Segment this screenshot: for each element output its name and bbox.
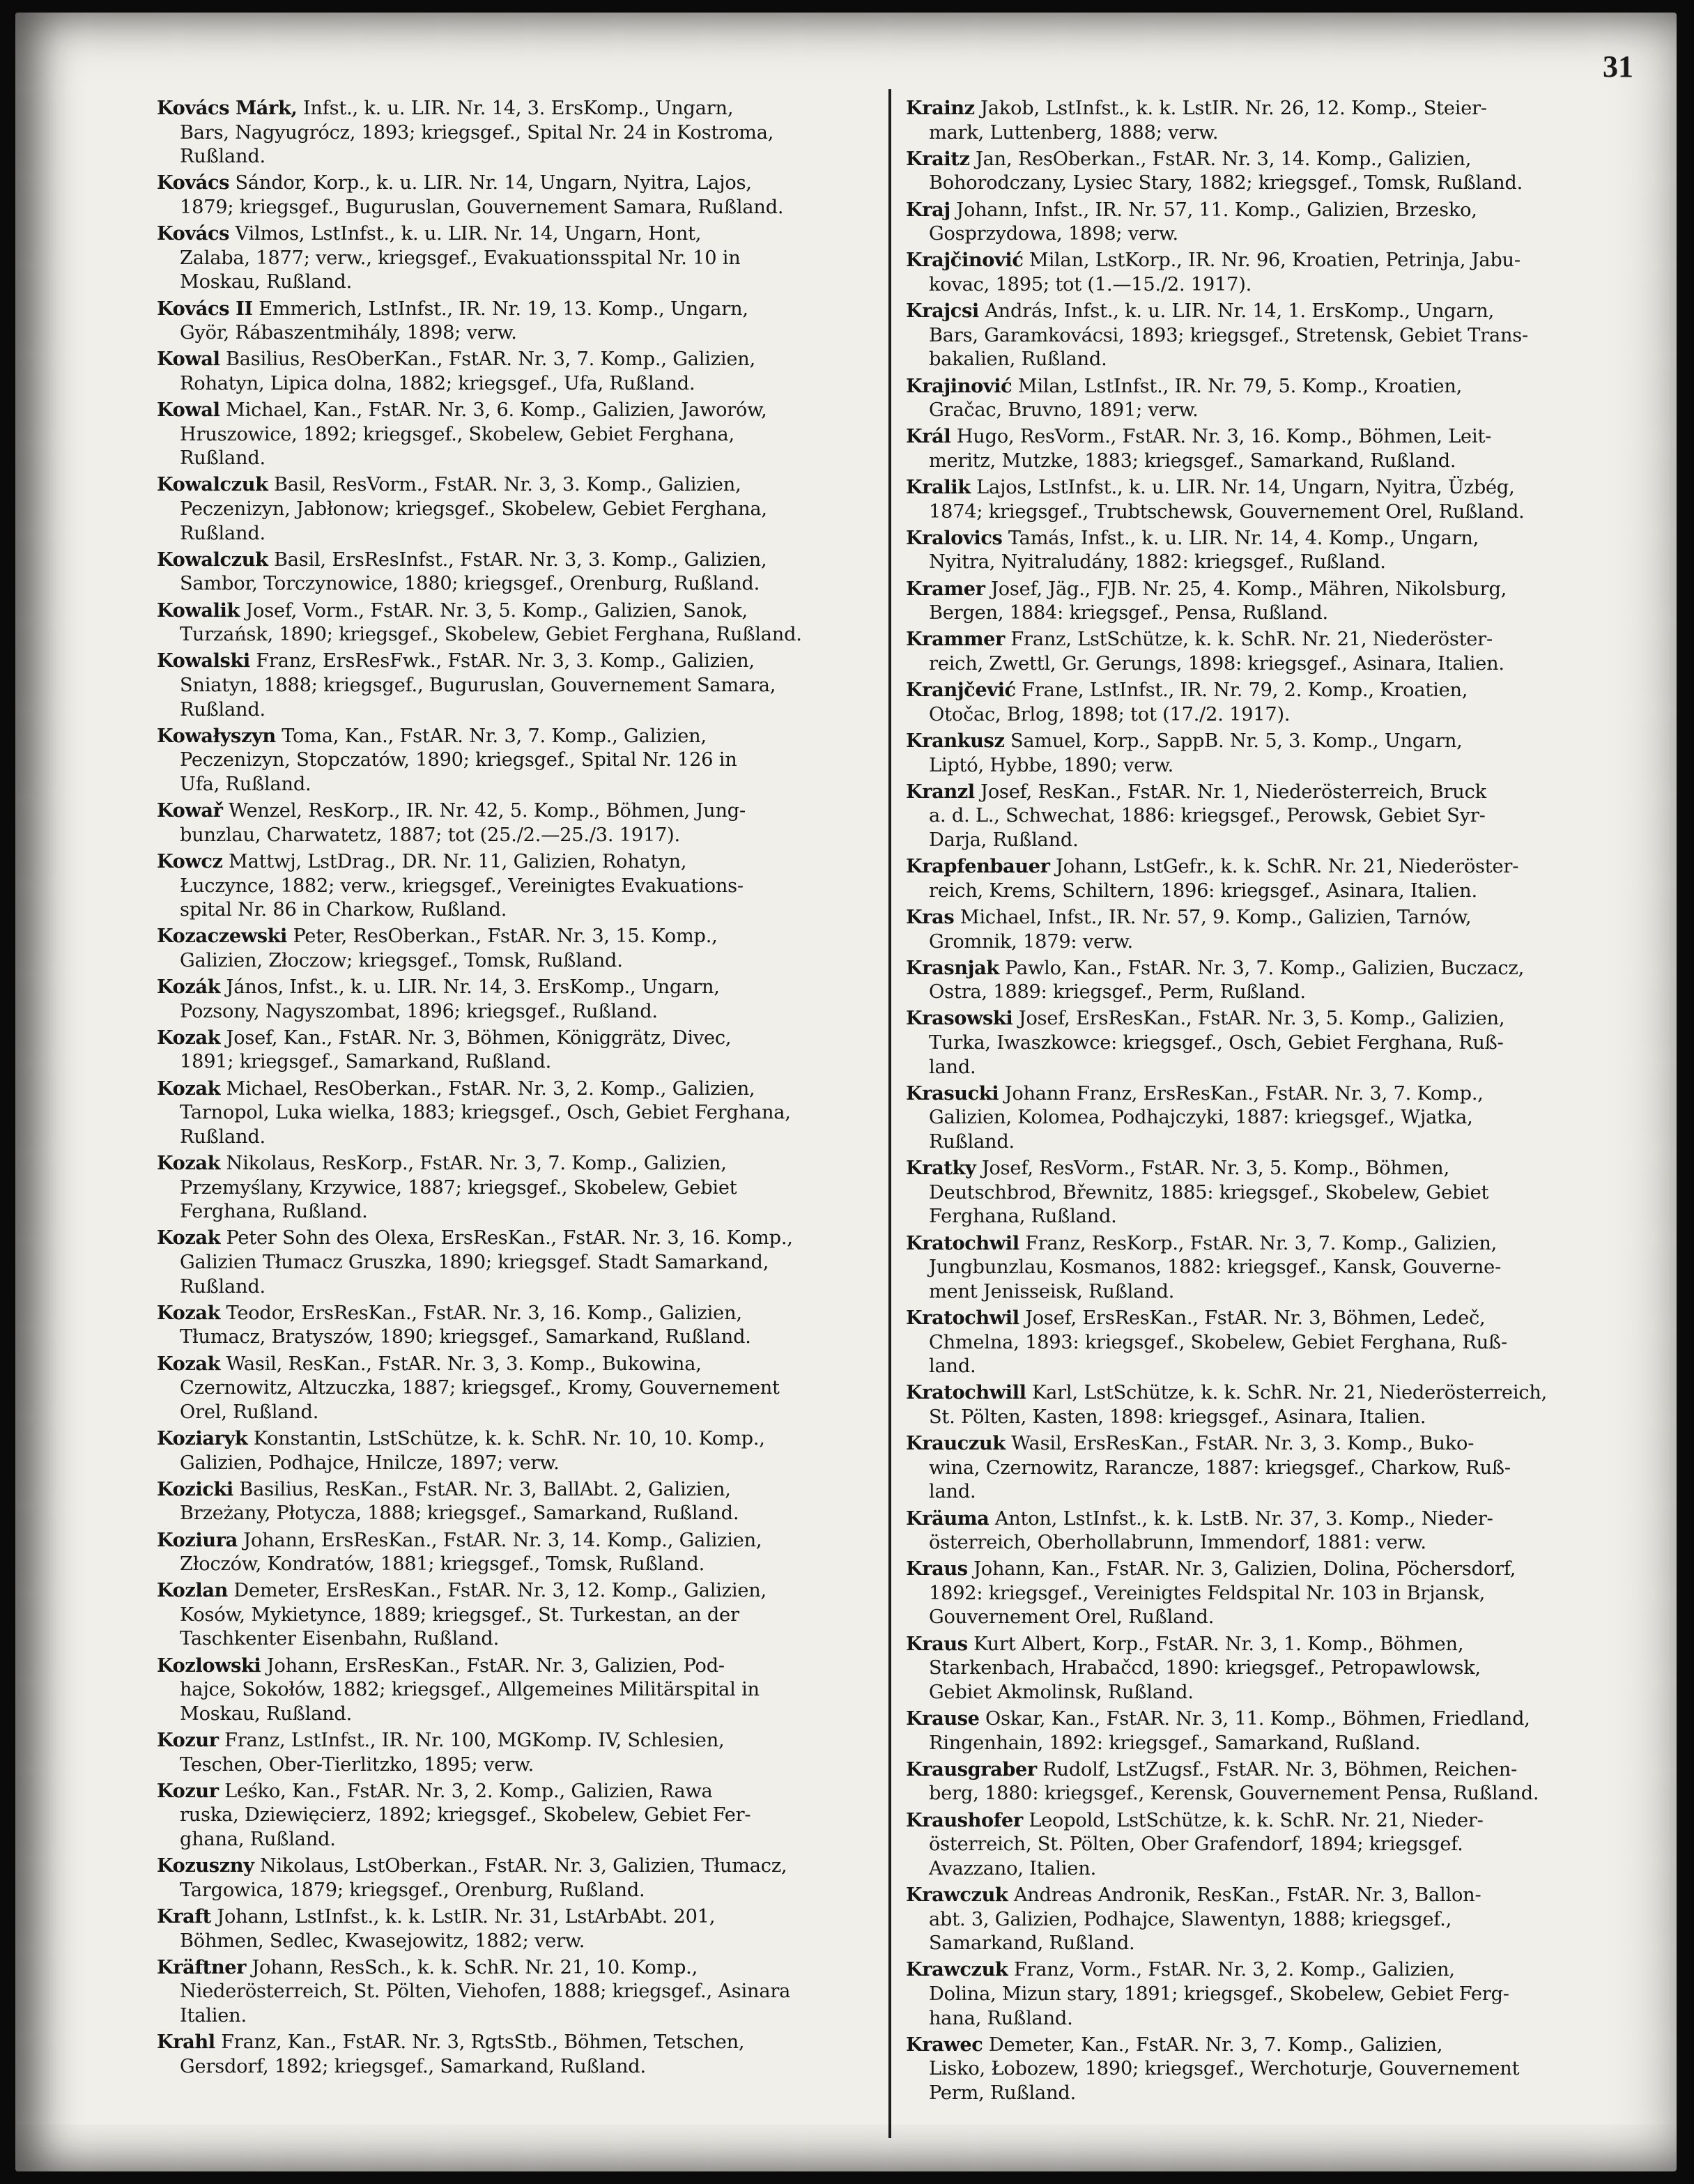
entry-surname: Kratochwil <box>906 1306 1019 1329</box>
entry-surname: Kowař <box>157 799 223 822</box>
register-entry <box>157 1728 857 1777</box>
entry-surname: Kowalczuk <box>157 473 268 496</box>
register-entry <box>157 799 857 847</box>
entry-details: Basilius, ResKan., FstAR. Nr. 3, BallAbt. 2, Galizien, Brzeżany, Płotycza, 1888; kriegsgef., Samarkand, Rußland. <box>180 1478 739 1525</box>
register-entry <box>906 1431 1606 1505</box>
entry-surname: Krasucki <box>906 1082 999 1105</box>
register-entry <box>906 678 1606 727</box>
entry-details: Wasil, ResKan., FstAR. Nr. 3, 3. Komp., Bukowina, Czernowitz, Altzuczka, 1887; kriegsgef., Kromy, Gouvernement Orel, Rußland. <box>180 1353 780 1423</box>
entry-surname: Kraft <box>157 1905 211 1928</box>
entry-surname: Kraus <box>906 1632 968 1655</box>
register-entry <box>906 854 1606 903</box>
register-entry <box>906 729 1606 778</box>
entry-surname: Krahl <box>157 2031 215 2054</box>
entry-surname: Kratochwill <box>906 1381 1026 1404</box>
register-entry <box>157 297 857 346</box>
entry-details: Peter Sohn des Olexa, ErsResKan., FstAR. Nr. 3, 16. Komp., Galizien Tłumacz Gruszka, 1890; kriegsgef. Stadt Samarkand, Rußland. <box>180 1227 793 1298</box>
register-entry <box>906 299 1606 372</box>
entry-surname: Kozaczewski <box>157 925 287 948</box>
entry-surname: Krasnjak <box>906 956 999 979</box>
register-entry <box>906 577 1606 626</box>
entry-surname: Kozlan <box>157 1579 228 1602</box>
entry-surname: Krawczuk <box>906 1883 1008 1906</box>
page-number: 31 <box>1603 49 1633 84</box>
register-entry <box>906 1883 1606 1956</box>
register-entry <box>906 905 1606 954</box>
entry-details: Nikolaus, ResKorp., FstAR. Nr. 3, 7. Komp., Galizien, Przemyślany, Krzywice, 1887; kriegsgef., Skobelew, Gebiet Ferghana, Rußland. <box>180 1153 737 1223</box>
entry-surname: Kovács II <box>157 297 253 320</box>
entry-surname: Kozuszny <box>157 1854 254 1877</box>
register-entry <box>906 956 1606 1005</box>
entry-surname: Kozak <box>157 1352 221 1375</box>
entry-details: Milan, LstKorp., IR. Nr. 96, Kroatien, Petrinja, Jabu- kovac, 1895; tot (1.—15./2. 1917). <box>929 249 1520 295</box>
entry-surname: Kräftner <box>157 1955 247 1978</box>
register-entry <box>157 96 857 169</box>
entry-details: Lajos, LstInfst., k. u. LIR. Nr. 14, Ungarn, Nyitra, Üzbég, 1874; kriegsgef., Trubtschewsk, Gouvernement Orel, Rußland. <box>929 477 1525 523</box>
entry-details: Johann, LstInfst., k. k. LstIR. Nr. 31, LstArbAbt. 201, Böhmen, Sedlec, Kwasejowitz, 1882; verw. <box>180 1905 716 1952</box>
entry-details: Johann, ErsResKan., FstAR. Nr. 3, 14. Komp., Galizien, Złoczów, Kondratów, 1881; kriegsgef., Tomsk, Rußland. <box>180 1529 762 1576</box>
register-entry <box>157 724 857 797</box>
register-entry <box>157 472 857 546</box>
register-entry <box>906 475 1606 524</box>
entry-details: János, Infst., k. u. LIR. Nr. 14, 3. ErsKomp., Ungarn, Pozsony, Nagyszombat, 1896; kriegsgef., Rußland. <box>180 976 720 1022</box>
register-entry <box>906 1632 1606 1705</box>
register-entry <box>906 1082 1606 1155</box>
entry-details: Michael, Infst., IR. Nr. 57, 9. Komp., Galizien, Tarnów, Gromnik, 1879: verw. <box>929 906 1472 953</box>
entry-details: Emmerich, LstInfst., IR. Nr. 19, 13. Komp., Ungarn, Györ, Rábaszentmihály, 1898; verw. <box>180 298 748 344</box>
register-entry <box>157 599 857 647</box>
register-entry <box>906 1306 1606 1379</box>
entry-surname: Kozák <box>157 976 221 999</box>
register-entry <box>906 1006 1606 1079</box>
entry-details: Demeter, ErsResKan., FstAR. Nr. 3, 12. Komp., Galizien, Kosów, Mykietynce, 1889; kriegsgef., St. Turkestan, an der Taschkenter Eisenbahn, Rußland. <box>180 1580 767 1650</box>
entry-details: Sándor, Korp., k. u. LIR. Nr. 14, Ungarn, Nyitra, Lajos, 1879; kriegsgef., Buguruslan, Gouvernement Samara, Rußland. <box>180 172 784 218</box>
register-entry <box>906 374 1606 423</box>
entry-details: Infst., k. u. LIR. Nr. 14, 3. ErsKomp., Ungarn, Bars, Nagyugrócz, 1893; kriegsgef., Spital Nr. 24 in Kostroma, Rußland. <box>180 98 774 168</box>
entry-surname: Koziaryk <box>157 1426 248 1449</box>
entry-details: Nikolaus, LstOberkan., FstAR. Nr. 3, Galizien, Tłumacz, Targowica, 1879; kriegsgef., Orenburg, Rußland. <box>180 1855 787 1901</box>
entry-surname: Krajcsi <box>906 300 979 323</box>
entry-details: Johann, ResSch., k. k. SchR. Nr. 21, 10. Komp., Niederösterreich, St. Pölten, Viehofen, 1888; kriegsgef., Asinara Italien. <box>180 1956 791 2027</box>
entry-details: Franz, LstInfst., IR. Nr. 100, MGKomp. IV, Schlesien, Teschen, Ober-Tierlitzko, 1895; verw. <box>180 1730 725 1776</box>
entry-details: Oskar, Kan., FstAR. Nr. 3, 11. Komp., Böhmen, Friedland, Ringenhain, 1892: kriegsgef., Samarkand, Rußland. <box>929 1708 1530 1754</box>
entry-surname: Kovács <box>157 222 230 245</box>
entry-details: Franz, Vorm., FstAR. Nr. 3, 2. Komp., Galizien, Dolina, Mizun stary, 1891; kriegsgef., Skobelew, Gebiet Ferg- hana, Rußland. <box>929 1959 1509 2029</box>
entry-details: Josef, ResVorm., FstAR. Nr. 3, 5. Komp., Böhmen, Deutschbrod, Břewnitz, 1885: kriegsgef., Skobelew, Gebiet Ferghana, Rußland. <box>929 1158 1489 1228</box>
register-entry <box>157 398 857 471</box>
entry-surname: Kozak <box>157 1026 221 1049</box>
register-entry <box>157 1226 857 1299</box>
register-entry <box>157 1955 857 2029</box>
entry-details: Franz, Kan., FstAR. Nr. 3, RgtsStb., Böhmen, Tetschen, Gersdorf, 1892; kriegsgef., Samarkand, Rußland. <box>180 2031 745 2077</box>
entry-details: Hugo, ResVorm., FstAR. Nr. 3, 16. Komp., Böhmen, Leit- meritz, Mutzke, 1883; kriegsgef., Samarkand, Rußland. <box>929 426 1492 472</box>
register-entry <box>157 1779 857 1852</box>
entry-details: Johann Franz, ErsResKan., FstAR. Nr. 3, 7. Komp., Galizien, Kolomea, Podhajczyki, 1887: kriegsgef., Wjatka, Rußland. <box>929 1082 1484 1153</box>
register-entry <box>157 1026 857 1075</box>
entry-details: Pawlo, Kan., FstAR. Nr. 3, 7. Komp., Galizien, Buczacz, Ostra, 1889: kriegsgef., Perm, Rußland. <box>929 957 1525 1003</box>
entry-details: Wenzel, ResKorp., IR. Nr. 42, 5. Komp., Böhmen, Jung- bunzlau, Charwatetz, 1887; tot (25./2.—25./3. 1917). <box>180 800 746 846</box>
entry-surname: Krauczuk <box>906 1432 1006 1455</box>
entry-details: Franz, ResKorp., FstAR. Nr. 3, 7. Komp., Galizien, Jungbunzlau, Kosmanos, 1882: kriegsgef., Kansk, Gouverne- ment Jenisseisk, Rußland. <box>929 1232 1502 1302</box>
register-entry <box>906 198 1606 247</box>
entry-details: Johann, Kan., FstAR. Nr. 3, Galizien, Dolina, Pöchersdorf, 1892: kriegsgef., Vereinigtes Feldspital Nr. 103 in Brjansk, Gouvernement Orel, Rußland. <box>929 1558 1516 1629</box>
entry-details: Basil, ResVorm., FstAR. Nr. 3, 3. Komp., Galizien, Peczenizyn, Jabłonow; kriegsgef., Skobelew, Gebiet Ferghana, Rußland. <box>180 474 767 544</box>
entry-surname: Kraj <box>906 198 950 221</box>
entry-details: Konstantin, LstSchütze, k. k. SchR. Nr. 10, 10. Komp., Galizien, Podhajce, Hnilcze, 1897; verw. <box>180 1427 765 1474</box>
register-entry <box>157 347 857 396</box>
entry-surname: Kozak <box>157 1152 221 1175</box>
entry-details: Wasil, ErsResKan., FstAR. Nr. 3, 3. Komp., Buko- wina, Czernowitz, Rarancze, 1887: kriegsgef., Charkow, Ruß- land. <box>929 1433 1511 1503</box>
entry-surname: Kozak <box>157 1077 221 1100</box>
register-entry <box>157 1077 857 1150</box>
entry-details: Milan, LstInfst., IR. Nr. 79, 5. Komp., Kroatien, Gračac, Bruvno, 1891; verw. <box>929 375 1463 422</box>
entry-surname: Kovács <box>157 171 230 194</box>
register-entry <box>906 1507 1606 1555</box>
right-column <box>906 96 1606 2107</box>
register-entry <box>906 627 1606 676</box>
entry-surname: Kramer <box>906 577 985 600</box>
register-entry <box>906 1958 1606 2031</box>
entry-surname: Kraushofer <box>906 1808 1023 1831</box>
entry-surname: Kralovics <box>906 526 1003 549</box>
register-entry <box>157 1151 857 1224</box>
entry-details: Josef, Vorm., FstAR. Nr. 3, 5. Komp., Galizien, Sanok, Turzańsk, 1890; kriegsgef., Skobelew, Gebiet Ferghana, Rußland. <box>180 599 802 646</box>
entry-details: Johann, Infst., IR. Nr. 57, 11. Komp., Galizien, Brzesko, Gosprzydowa, 1898; verw. <box>929 199 1477 245</box>
entry-details: Jan, ResOberkan., FstAR. Nr. 3, 14. Komp., Galizien, Bohorodczany, Lysiec Stary, 1882; kriegsgef., Tomsk, Rußland. <box>929 148 1523 194</box>
entry-surname: Krajinović <box>906 374 1012 397</box>
entry-surname: Krause <box>906 1707 980 1730</box>
entry-surname: Kräuma <box>906 1507 990 1530</box>
entry-details: Mattwj, LstDrag., DR. Nr. 11, Galizien, Rohatyn, Łuczynce, 1882; verw., kriegsgef., Vereinigtes Evakuations- spital Nr. 86 in Charkow, Rußland. <box>180 850 744 921</box>
entry-surname: Kowałyszyn <box>157 724 276 747</box>
register-entry <box>906 1156 1606 1229</box>
register-entry <box>157 849 857 923</box>
entry-details: Karl, LstSchütze, k. k. SchR. Nr. 21, Niederösterreich, St. Pölten, Kasten, 1898: kriegsgef., Asinara, Italien. <box>929 1382 1548 1428</box>
entry-details: Basilius, ResOberKan., FstAR. Nr. 3, 7. Komp., Galizien, Rohatyn, Lipica dolna, 1882; kriegsgef., Ufa, Rußland. <box>180 348 755 394</box>
entry-details: Basil, ErsResInfst., FstAR. Nr. 3, 3. Komp., Galizien, Sambor, Torczynowice, 1880; kriegsgef., Orenburg, Rußland. <box>180 548 767 595</box>
entry-surname: Krapfenbauer <box>906 855 1050 878</box>
entry-surname: Krammer <box>906 628 1005 651</box>
entry-details: Franz, ErsResFwk., FstAR. Nr. 3, 3. Komp., Galizien, Sniatyn, 1888; kriegsgef., Buguruslan, Gouvernement Samara, Rußland. <box>180 650 776 721</box>
entry-details: Josef, Jäg., FJB. Nr. 25, 4. Komp., Mähren, Nikolsburg, Bergen, 1884: kriegsgef., Pensa, Rußland. <box>929 578 1507 624</box>
entry-surname: Kowal <box>157 348 220 371</box>
entry-surname: Krawczuk <box>906 1958 1008 1981</box>
register-entry <box>157 2030 857 2079</box>
entry-surname: Krajčinović <box>906 249 1024 272</box>
entry-surname: Kozicki <box>157 1477 233 1500</box>
entry-surname: Kowcz <box>157 849 223 872</box>
register-entry <box>906 2033 1606 2106</box>
entry-surname: Kozak <box>157 1226 221 1249</box>
entry-details: Josef, ErsResKan., FstAR. Nr. 3, 5. Komp., Galizien, Turka, Iwaszkowce: kriegsgef., Osch, Gebiet Ferghana, Ruß- land. <box>929 1008 1505 1078</box>
register-entry <box>157 548 857 597</box>
entry-details: Teodor, ErsResKan., FstAR. Nr. 3, 16. Komp., Galizien, Tłumacz, Bratyszów, 1890; kriegsgef., Samarkand, Rußland. <box>180 1302 751 1348</box>
entry-details: Tamás, Infst., k. u. LIR. Nr. 14, 4. Komp., Ungarn, Nyitra, Nyitraludány, 1882: kriegsgef., Rußland. <box>929 527 1479 574</box>
register-entry <box>906 1707 1606 1755</box>
entry-surname: Kralik <box>906 476 971 499</box>
entry-details: Demeter, Kan., FstAR. Nr. 3, 7. Komp., Galizien, Lisko, Łobozew, 1890; kriegsgef., Werchoturje, Gouvernement Perm, Rußland. <box>929 2033 1520 2104</box>
entry-surname: Kowal <box>157 399 220 422</box>
entry-details: Rudolf, LstZugsf., FstAR. Nr. 3, Böhmen, Reichen- berg, 1880: kriegsgef., Kerensk, Gouvernement Pensa, Rußland. <box>929 1758 1539 1805</box>
register-entry <box>906 526 1606 575</box>
register-entry <box>906 780 1606 853</box>
register-entry <box>906 96 1606 145</box>
entry-surname: Kozak <box>157 1301 221 1324</box>
entry-surname: Kras <box>906 905 955 928</box>
entry-surname: Kowalczuk <box>157 548 268 571</box>
entry-details: Samuel, Korp., SappB. Nr. 5, 3. Komp., Ungarn, Liptó, Hybbe, 1890; verw. <box>929 730 1463 776</box>
entry-details: Josef, ErsResKan., FstAR. Nr. 3, Böhmen, Ledeč, Chmelna, 1893: kriegsgef., Skobelew, Gebiet Ferghana, Ruß- land. <box>929 1307 1507 1378</box>
register-entry <box>157 975 857 1024</box>
register-entry <box>157 1352 857 1425</box>
entry-surname: Kovács Márk, <box>157 97 298 119</box>
entry-details: Michael, Kan., FstAR. Nr. 3, 6. Komp., Galizien, Jaworów, Hruszowice, 1892; kriegsgef., Skobelew, Gebiet Ferghana, Rußland. <box>180 399 767 470</box>
register-entry <box>906 147 1606 196</box>
entry-details: Leśko, Kan., FstAR. Nr. 3, 2. Komp., Galizien, Rawa ruska, Dziewięcierz, 1892; kriegsgef., Skobelew, Gebiet Fer- ghana, Rußland. <box>180 1780 751 1850</box>
entry-surname: Kranjčević <box>906 679 1016 702</box>
entry-surname: Kozur <box>157 1779 219 1802</box>
register-entry <box>906 1557 1606 1630</box>
left-column <box>157 96 857 2081</box>
entry-details: Josef, Kan., FstAR. Nr. 3, Böhmen, Königgrätz, Divec, 1891; kriegsgef., Samarkand, Rußland. <box>180 1026 732 1073</box>
entry-surname: Kraus <box>906 1558 968 1581</box>
entry-details: Johann, ErsResKan., FstAR. Nr. 3, Galizien, Pod- hajce, Sokołów, 1882; kriegsgef., Allgemeines Militärspital in Moskau, Rußland. <box>180 1654 760 1725</box>
register-entry <box>157 222 857 295</box>
register-entry <box>906 1758 1606 1806</box>
register-entry <box>906 248 1606 297</box>
entry-details: Michael, ResOberkan., FstAR. Nr. 3, 2. Komp., Galizien, Tarnopol, Luka wielka, 1883; kriegsgef., Osch, Gebiet Ferghana, Rußland. <box>180 1077 791 1148</box>
entry-surname: Kraitz <box>906 147 970 170</box>
register-entry <box>157 1301 857 1350</box>
register-entry <box>157 649 857 722</box>
entry-surname: Kratky <box>906 1157 976 1180</box>
entry-details: Andreas Andronik, ResKan., FstAR. Nr. 3, Ballon- abt. 3, Galizien, Podhajce, Slawentyn, 1888; kriegsgef., Samarkand, Rußland. <box>929 1884 1481 1955</box>
entry-details: Anton, LstInfst., k. k. LstB. Nr. 37, 3. Komp., Nieder- österreich, Oberhollabrunn, Immendorf, 1881: verw. <box>929 1507 1493 1554</box>
register-entry <box>157 1578 857 1652</box>
entry-details: Kurt Albert, Korp., FstAR. Nr. 3, 1. Komp., Böhmen, Starkenbach, Hrabačcd, 1890: kriegsgef., Petropawlowsk, Gebiet Akmolinsk, Rußland. <box>929 1633 1481 1703</box>
entry-surname: Kowalski <box>157 649 250 672</box>
entry-details: Vilmos, LstInfst., k. u. LIR. Nr. 14, Ungarn, Hont, Zalaba, 1877; verw., kriegsgef., Evakuationsspital Nr. 10 in Moskau, Rußland. <box>180 223 741 293</box>
register-entry <box>157 1854 857 1902</box>
entry-surname: Krainz <box>906 97 975 119</box>
entry-details: András, Infst., k. u. LIR. Nr. 14, 1. ErsKomp., Ungarn, Bars, Garamkovácsi, 1893; kriegsgef., Stretensk, Gebiet Trans- bakalien, Rußland. <box>929 300 1529 371</box>
register-entry <box>157 1426 857 1475</box>
register-entry <box>157 171 857 220</box>
register-entry <box>157 1905 857 1953</box>
entry-surname: Krausgraber <box>906 1758 1037 1781</box>
entry-details: Johann, LstGefr., k. k. SchR. Nr. 21, Niederöster- reich, Krems, Schiltern, 1896: kriegsgef., Asinara, Italien. <box>929 856 1519 902</box>
register-entry <box>906 424 1606 473</box>
entry-details: Josef, ResKan., FstAR. Nr. 1, Niederösterreich, Bruck a. d. L., Schwechat, 1886: kriegsgef., Perowsk, Gebiet Syr- Darja, Rußland. <box>929 780 1486 851</box>
register-entry <box>157 1654 857 1727</box>
register-entry <box>906 1231 1606 1305</box>
entry-details: Leopold, LstSchütze, k. k. SchR. Nr. 21, Nieder- österreich, St. Pölten, Ober Grafendorf, 1894; kriegsgef. Avazzano, Italien. <box>929 1809 1484 1879</box>
entry-details: Peter, ResOberkan., FstAR. Nr. 3, 15. Komp., Galizien, Złoczow; kriegsgef., Tomsk, Rußland. <box>180 925 718 971</box>
entry-surname: Kranzl <box>906 780 975 803</box>
entry-surname: Kozlowski <box>157 1654 261 1677</box>
register-entry <box>906 1381 1606 1429</box>
entry-surname: Král <box>906 425 951 448</box>
register-entry <box>906 1808 1606 1882</box>
entry-surname: Koziura <box>157 1528 238 1551</box>
entry-details: Jakob, LstInfst., k. k. LstIR. Nr. 26, 12. Komp., Steier- mark, Luttenberg, 1888; verw. <box>929 98 1487 144</box>
entry-details: Toma, Kan., FstAR. Nr. 3, 7. Komp., Galizien, Peczenizyn, Stopczatów, 1890; kriegsgef., Spital Nr. 126 in Ufa, Rußland. <box>180 725 737 795</box>
entry-details: Frane, LstInfst., IR. Nr. 79, 2. Komp., Kroatien, Otočac, Brlog, 1898; tot (17./2. 1917). <box>929 679 1468 725</box>
entry-surname: Kowalik <box>157 599 240 622</box>
entry-surname: Krasowski <box>906 1007 1013 1030</box>
register-entry <box>157 1477 857 1526</box>
register-entry <box>157 1528 857 1577</box>
entry-surname: Krankusz <box>906 729 1005 752</box>
entry-surname: Kratochwil <box>906 1231 1019 1254</box>
register-entry <box>157 924 857 973</box>
entry-surname: Kozur <box>157 1729 219 1752</box>
column-divider <box>888 89 891 2138</box>
entry-surname: Krawec <box>906 2033 983 2056</box>
entry-details: Franz, LstSchütze, k. k. SchR. Nr. 21, Niederöster- reich, Zwettl, Gr. Gerungs, 1898: kriegsgef., Asinara, Italien. <box>929 629 1504 675</box>
